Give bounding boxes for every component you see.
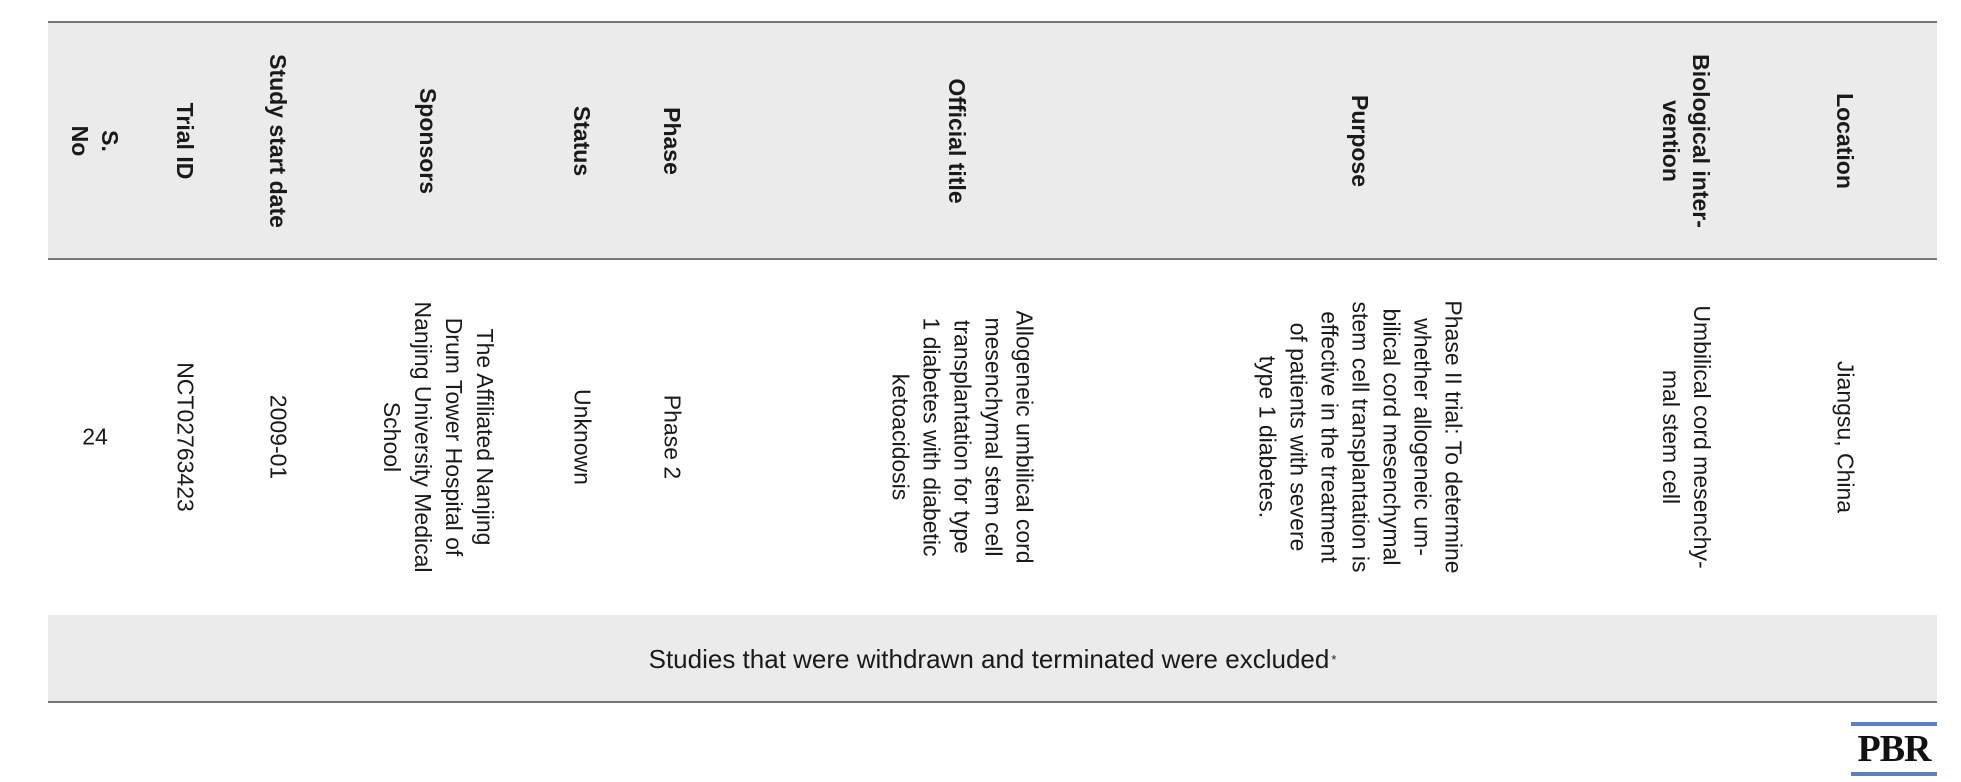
logo-bottom-bar bbox=[1851, 772, 1937, 776]
cell-sponsors-line: Nanjing University Medical bbox=[410, 301, 436, 573]
cell-start-date-value: 2009-01 bbox=[265, 394, 292, 480]
header-trial-id bbox=[150, 22, 220, 259]
cell-phase bbox=[637, 262, 707, 612]
cell-sponsors-line: Drum Tower Hospital of bbox=[441, 317, 467, 557]
cell-official-title-line: Allogeneic umbilical cord bbox=[1011, 310, 1038, 564]
header-trial-id-label: Trial ID bbox=[172, 102, 198, 179]
table-footnote-mark: * bbox=[1331, 651, 1337, 667]
cell-intervention-line: mal stem cell bbox=[1658, 369, 1684, 505]
pbr-logo bbox=[1851, 722, 1937, 776]
cell-start-date bbox=[243, 262, 313, 612]
cell-purpose-line: whether allogeneic um- bbox=[1409, 318, 1436, 556]
cell-official-title-line: 1 diabetes with diabetic bbox=[918, 317, 945, 557]
cell-location bbox=[1810, 262, 1880, 612]
header-sno bbox=[60, 22, 130, 259]
header-official-title-label: Official title bbox=[944, 77, 970, 204]
cell-official-title bbox=[882, 262, 1042, 612]
cell-sponsors-line: School bbox=[379, 401, 405, 473]
header-intervention bbox=[1646, 22, 1726, 259]
header-sno-line2: No bbox=[67, 125, 93, 156]
cell-sponsors bbox=[379, 262, 498, 612]
logo-text: PBR bbox=[1857, 728, 1931, 770]
cell-phase-value: Phase 2 bbox=[659, 394, 686, 480]
cell-location-value: Jiangsu, China bbox=[1832, 360, 1859, 514]
cell-trial-id-value: NCT02763423 bbox=[172, 362, 199, 512]
header-start-date bbox=[243, 22, 313, 259]
cell-purpose-line: type 1 diabetes. bbox=[1254, 355, 1281, 519]
header-location-label: Location bbox=[1832, 92, 1858, 189]
header-phase-label: Phase bbox=[659, 106, 685, 175]
header-phase bbox=[637, 22, 707, 259]
cell-sno-value: 24 bbox=[82, 423, 108, 450]
logo-top-bar bbox=[1851, 722, 1937, 726]
cell-intervention bbox=[1636, 262, 1736, 612]
cell-purpose bbox=[1235, 262, 1485, 612]
cell-status bbox=[547, 262, 617, 612]
header-intervention-line2: vention bbox=[1658, 99, 1684, 182]
cell-official-title-line: ketoacidosis bbox=[887, 373, 914, 501]
cell-intervention-line: Umbilical cord mesenchy- bbox=[1689, 305, 1715, 569]
header-location bbox=[1810, 22, 1880, 259]
cell-official-title-line: transplantation for type bbox=[949, 320, 976, 554]
header-sponsors bbox=[393, 22, 463, 259]
header-intervention-line1: Biological inter- bbox=[1688, 53, 1714, 228]
header-status bbox=[547, 22, 617, 259]
header-official-title bbox=[922, 22, 992, 259]
cell-purpose-line: Phase II trial: To determine bbox=[1440, 300, 1467, 574]
table-footnote-text: Studies that were withdrawn and terminated were excluded bbox=[648, 643, 1330, 674]
header-status-label: Status bbox=[569, 105, 595, 176]
cell-status-value: Unknown bbox=[569, 389, 596, 485]
cell-purpose-line: of patients with severe bbox=[1285, 322, 1312, 552]
cell-official-title-line: mesenchymal stem cell bbox=[980, 317, 1007, 557]
cell-purpose-line: effective in the treatment bbox=[1316, 311, 1343, 563]
cell-purpose-line: stem cell transplantation is bbox=[1347, 301, 1374, 573]
cell-trial-id bbox=[150, 262, 220, 612]
header-sponsors-label: Sponsors bbox=[415, 87, 441, 194]
header-sno-line1: S. bbox=[97, 129, 123, 152]
header-start-date-label: Study start date bbox=[265, 53, 291, 228]
header-purpose-label: Purpose bbox=[1347, 94, 1373, 187]
cell-sno bbox=[60, 262, 130, 612]
cell-purpose-line: bilical cord mesenchymal bbox=[1378, 308, 1405, 566]
header-purpose bbox=[1325, 22, 1395, 259]
table-footnote bbox=[48, 615, 1937, 703]
cell-sponsors-line: The Affiliated Nanjing bbox=[472, 328, 498, 546]
